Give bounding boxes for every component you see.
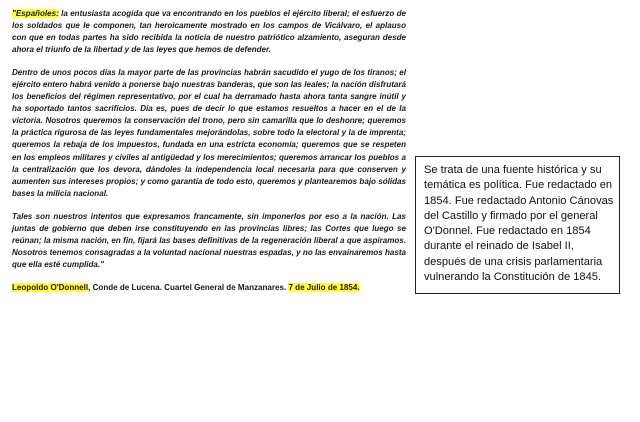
paragraph-1-text: la entusiasta acogida que va encontrando en los pueblos el ejército liberal; el esfuerzo de los soldados que le componen, tan heroicamente mostrado en los campos de Vicálvaro, el aplauso con que en todas partes ha sido recibida la noticia de nuestro patriótico alzamiento, aseguran desde ahora el triunfo de la libertad y de las leyes que hemos de defender. — [12, 9, 406, 55]
paragraph-2: Dentro de unos pocos días la mayor parte de las provincias habrán sacudido el yugo de los tiranos; el ejército entero habrá venido a ponerse bajo nuestras banderas, que son las leales; la nación disfrutará los beneficios del régimen representativo, por el cual ha derramado hasta ahora tanta sangre inútil y ha soportado tantos sacrificios. Día es, pues de decir lo que estamos resueltos a hacer en el de la victoria. Nosotros queremos la conservación del trono, pero sin camarilla que lo deshonre; queremos la práctica rigurosa de las leyes fundamentales mejorándolas, sobre todo la electoral y la de imprenta; queremos la rebaja de los impuestos, fundada en una estricta economía; queremos que se respeten en los empleos militares y civiles al antigüedad y los merecimientos; queremos arrancar los pueblos a la centralización que los devora, dándoles la independencia local necesaria para que conserven y aumenten sus intereses propios; y como garantía de todo esto, queremos y plantearemos bajo sólidas bases la milicia nacional. — [12, 68, 406, 198]
highlighted-salutation: "Españoles: — [12, 9, 59, 18]
annotation-box — [415, 156, 620, 294]
signature-date: 7 de Julio de 1854. — [288, 282, 360, 292]
annotation-text: Se trata de una fuente histórica y su temática es política. Fue redactado en 1854. Fue redactado Antonio Cánovas del Castillo y firmado por el general O'Donnel. Fue redactado en 1854 durante el reinado de Isabel II, después de una crisis parlamentaria vulnerando la Constitución de 1845. — [424, 164, 614, 283]
manifesto-document — [12, 8, 406, 305]
paragraph-1 — [12, 8, 406, 56]
signature-place: , Conde de Lucena. Cuartel General de Manzanares. — [88, 282, 289, 292]
signature-name: Leopoldo O'Donnell — [12, 282, 89, 292]
signature-line — [12, 282, 406, 294]
paragraph-3: Tales son nuestros intentos que expresamos francamente, sin imponerlos por eso a la nación. Las juntas de gobierno que deben irse constituyendo en las provincias libres; las Cortes que luego se reúnan; la misma nación, en fin, fijará las bases definitivas de la regeneración liberal a que aspiramos. Nosotros tenemos consagradas a la voluntad nacional nuestras espadas, y no las envainaremos hasta que ella esté cumplida." — [12, 211, 406, 269]
